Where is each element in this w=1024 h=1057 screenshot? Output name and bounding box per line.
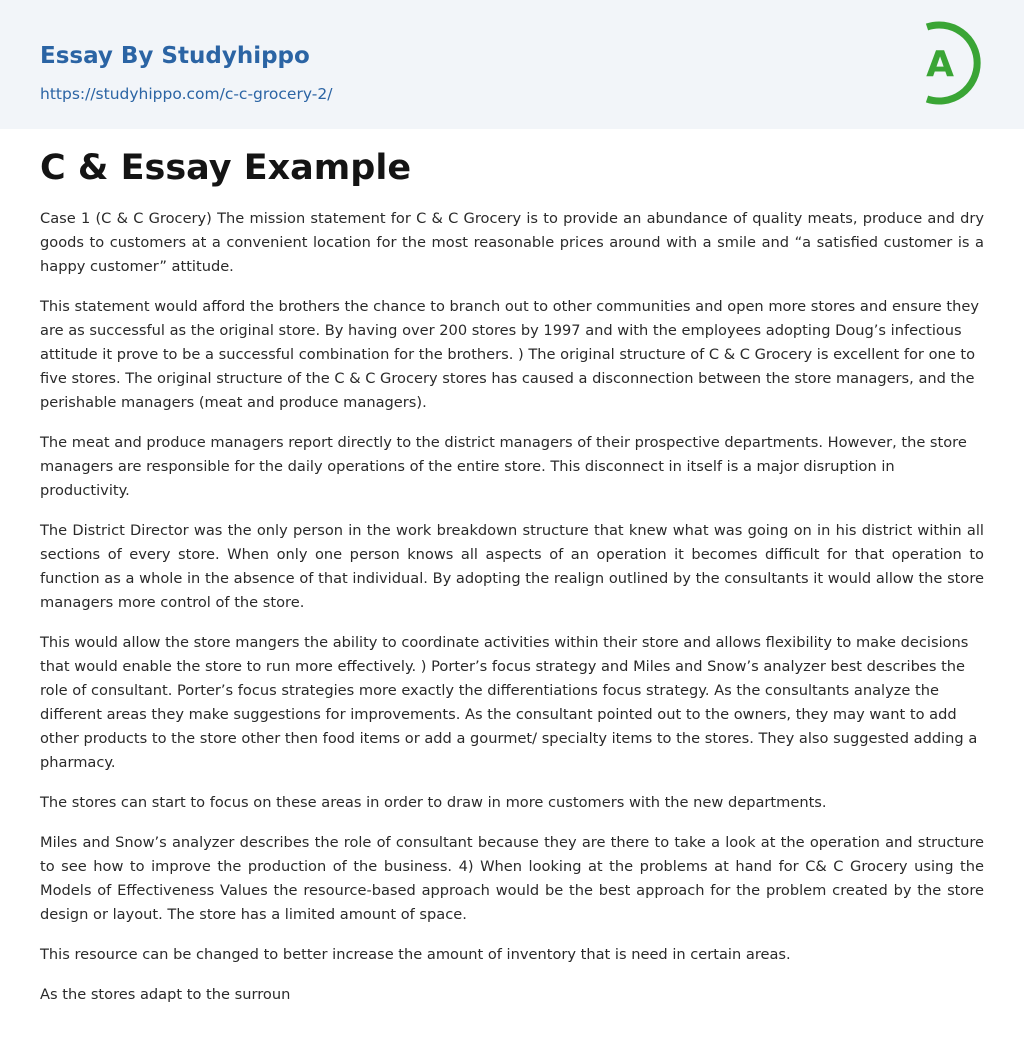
essay-url-link[interactable]: https://studyhippo.com/c-c-grocery-2/ [40,85,333,103]
site-brand[interactable]: Essay By Studyhippo [40,43,310,69]
article-paragraph-5: This would allow the store mangers the ability to coordinate activities within their store and allows flexibility to make decisions that would enable the store to run more effectively. ) Porter’s focus strategy and Miles and Snow’s analyzer best describes the role of consultant. Porter’s focus strategies more exactly the differentiations focus strategy. As the consultants analyze the different areas they make suggestions for improvements. As the consultant pointed out to the owners, they may want to add other products to the store other then food items or add a gourmet/ specialty items to the stores. They also suggested adding a pharmacy. [40,634,978,771]
article-paragraph-8: This resource can be changed to better increase the amount of inventory that is need in certain areas. [40,946,791,963]
article-title: C & Essay Example [40,148,412,188]
article-paragraph-1: Case 1 (C & C Grocery) The mission statement for C & C Grocery is to provide an abundance of quality meats, produce and dry goods to customers at a convenient location for the most reasonable prices around with a smile and “a satisfied customer is a happy customer” attitude. [40,210,984,275]
site-header [0,0,1024,129]
article-paragraph-4: The District Director was the only person in the work breakdown structure that knew what was going on in his district within all sections of every store. When only one person knows all aspects of an operation it becomes difficult for that operation to function as a whole in the absence of that individual. By adopting the realign outlined by the consultants it would allow the store managers more control of the store. [40,522,984,611]
article-paragraph-6: The stores can start to focus on these areas in order to draw in more customers with the new departments. [40,794,827,811]
studyhippo-logo-icon[interactable] [910,19,988,107]
article [40,146,984,1023]
article-paragraph-3: The meat and produce managers report directly to the district managers of their prospective departments. However, the store managers are responsible for the daily operations of the entire store. This disconnect in itself is a major disruption in productivity. [40,434,967,499]
logo-letter: A [926,44,954,85]
article-paragraph-7: Miles and Snow’s analyzer describes the role of consultant because they are there to take a look at the operation and structure to see how to improve the production of the business. 4) When looking at the problems at hand for C& C Grocery using the Models of Effectiveness Values the resource-based approach would be the best approach for the problem created by the store design or layout. The store has a limited amount of space. [40,834,984,923]
article-paragraph-2: This statement would afford the brothers the chance to branch out to other communities and open more stores and ensure they are as successful as the original store. By having over 200 stores by 1997 and with the employees adopting Doug’s infectious attitude it prove to be a successful combination for the brothers. ) The original structure of C & C Grocery is excellent for one to five stores. The original structure of the C & C Grocery stores has caused a disconnection between the store managers, and the perishable managers (meat and produce managers). [40,298,979,411]
article-paragraph-9: As the stores adapt to the surroun [40,986,291,1003]
